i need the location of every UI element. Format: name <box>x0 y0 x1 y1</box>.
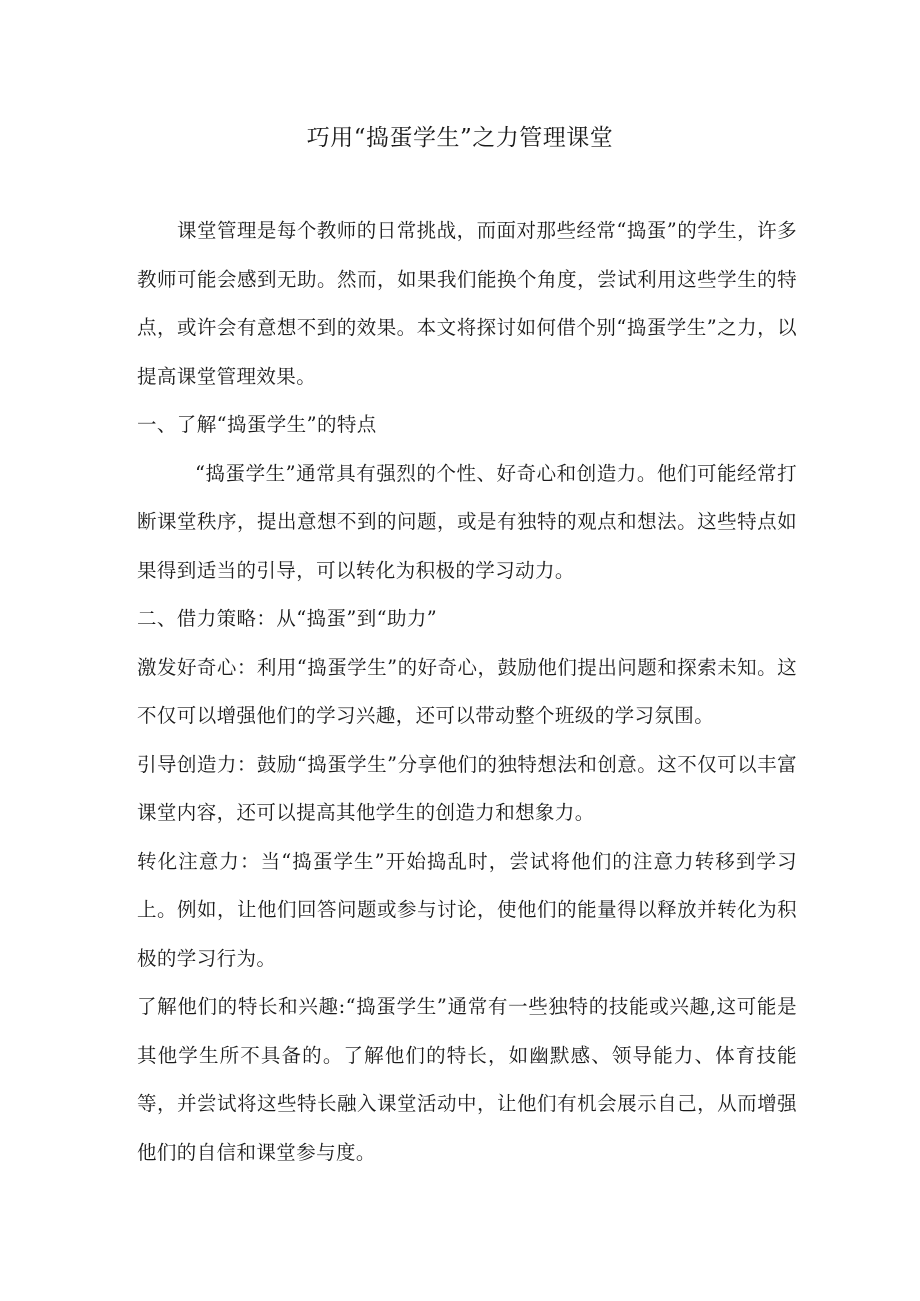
document-body <box>137 207 797 1177</box>
intro-paragraph: 课堂管理是每个教师的日常挑战，而面对那些经常“捣蛋”的学生，许多教师可能会感到无助。然而，如果我们能换个角度，尝试利用这些学生的特点，或许会有意想不到的效果。本文将探讨如何借个别“捣蛋学生”之力，以提高课堂管理效果。 <box>137 219 797 388</box>
section-1-heading: 一、了解“捣蛋学生”的特点 <box>137 413 377 436</box>
strategy-paragraph: 激发好奇心：利用“捣蛋学生”的好奇心，鼓励他们提出问题和探索未知。这不仅可以增强他们的学习兴趣，还可以带动整个班级的学习氛围。 <box>137 655 797 727</box>
document-title: 巧用“捣蛋学生”之力管理课堂 <box>306 125 614 151</box>
section-1-paragraph: “捣蛋学生”通常具有强烈的个性、好奇心和创造力。他们可能经常打断课堂秩序，提出意想不到的问题，或是有独特的观点和想法。这些特点如果得到适当的引导，可以转化为积极的学习动力。 <box>137 461 797 582</box>
section-2-heading: 二、借力策略：从“捣蛋”到“助力” <box>137 607 438 630</box>
strategy-paragraph: 转化注意力：当“捣蛋学生”开始捣乱时，尝试将他们的注意力转移到学习上。例如，让他们回答问题或参与讨论，使他们的能量得以释放并转化为积极的学习行为。 <box>137 849 797 970</box>
strategy-paragraph: 引导创造力：鼓励“捣蛋学生”分享他们的独特想法和创意。这不仅可以丰富课堂内容，还可以提高其他学生的创造力和想象力。 <box>137 752 797 824</box>
strategy-paragraph: 了解他们的特长和兴趣:“捣蛋学生”通常有一些独特的技能或兴趣,这可能是其他学生所不具备的。了解他们的特长，如幽默感、领导能力、体育技能等，并尝试将这些特长融入课堂活动中，让他们有机会展示自己，从而增强他们的自信和课堂参与度。 <box>137 995 797 1164</box>
